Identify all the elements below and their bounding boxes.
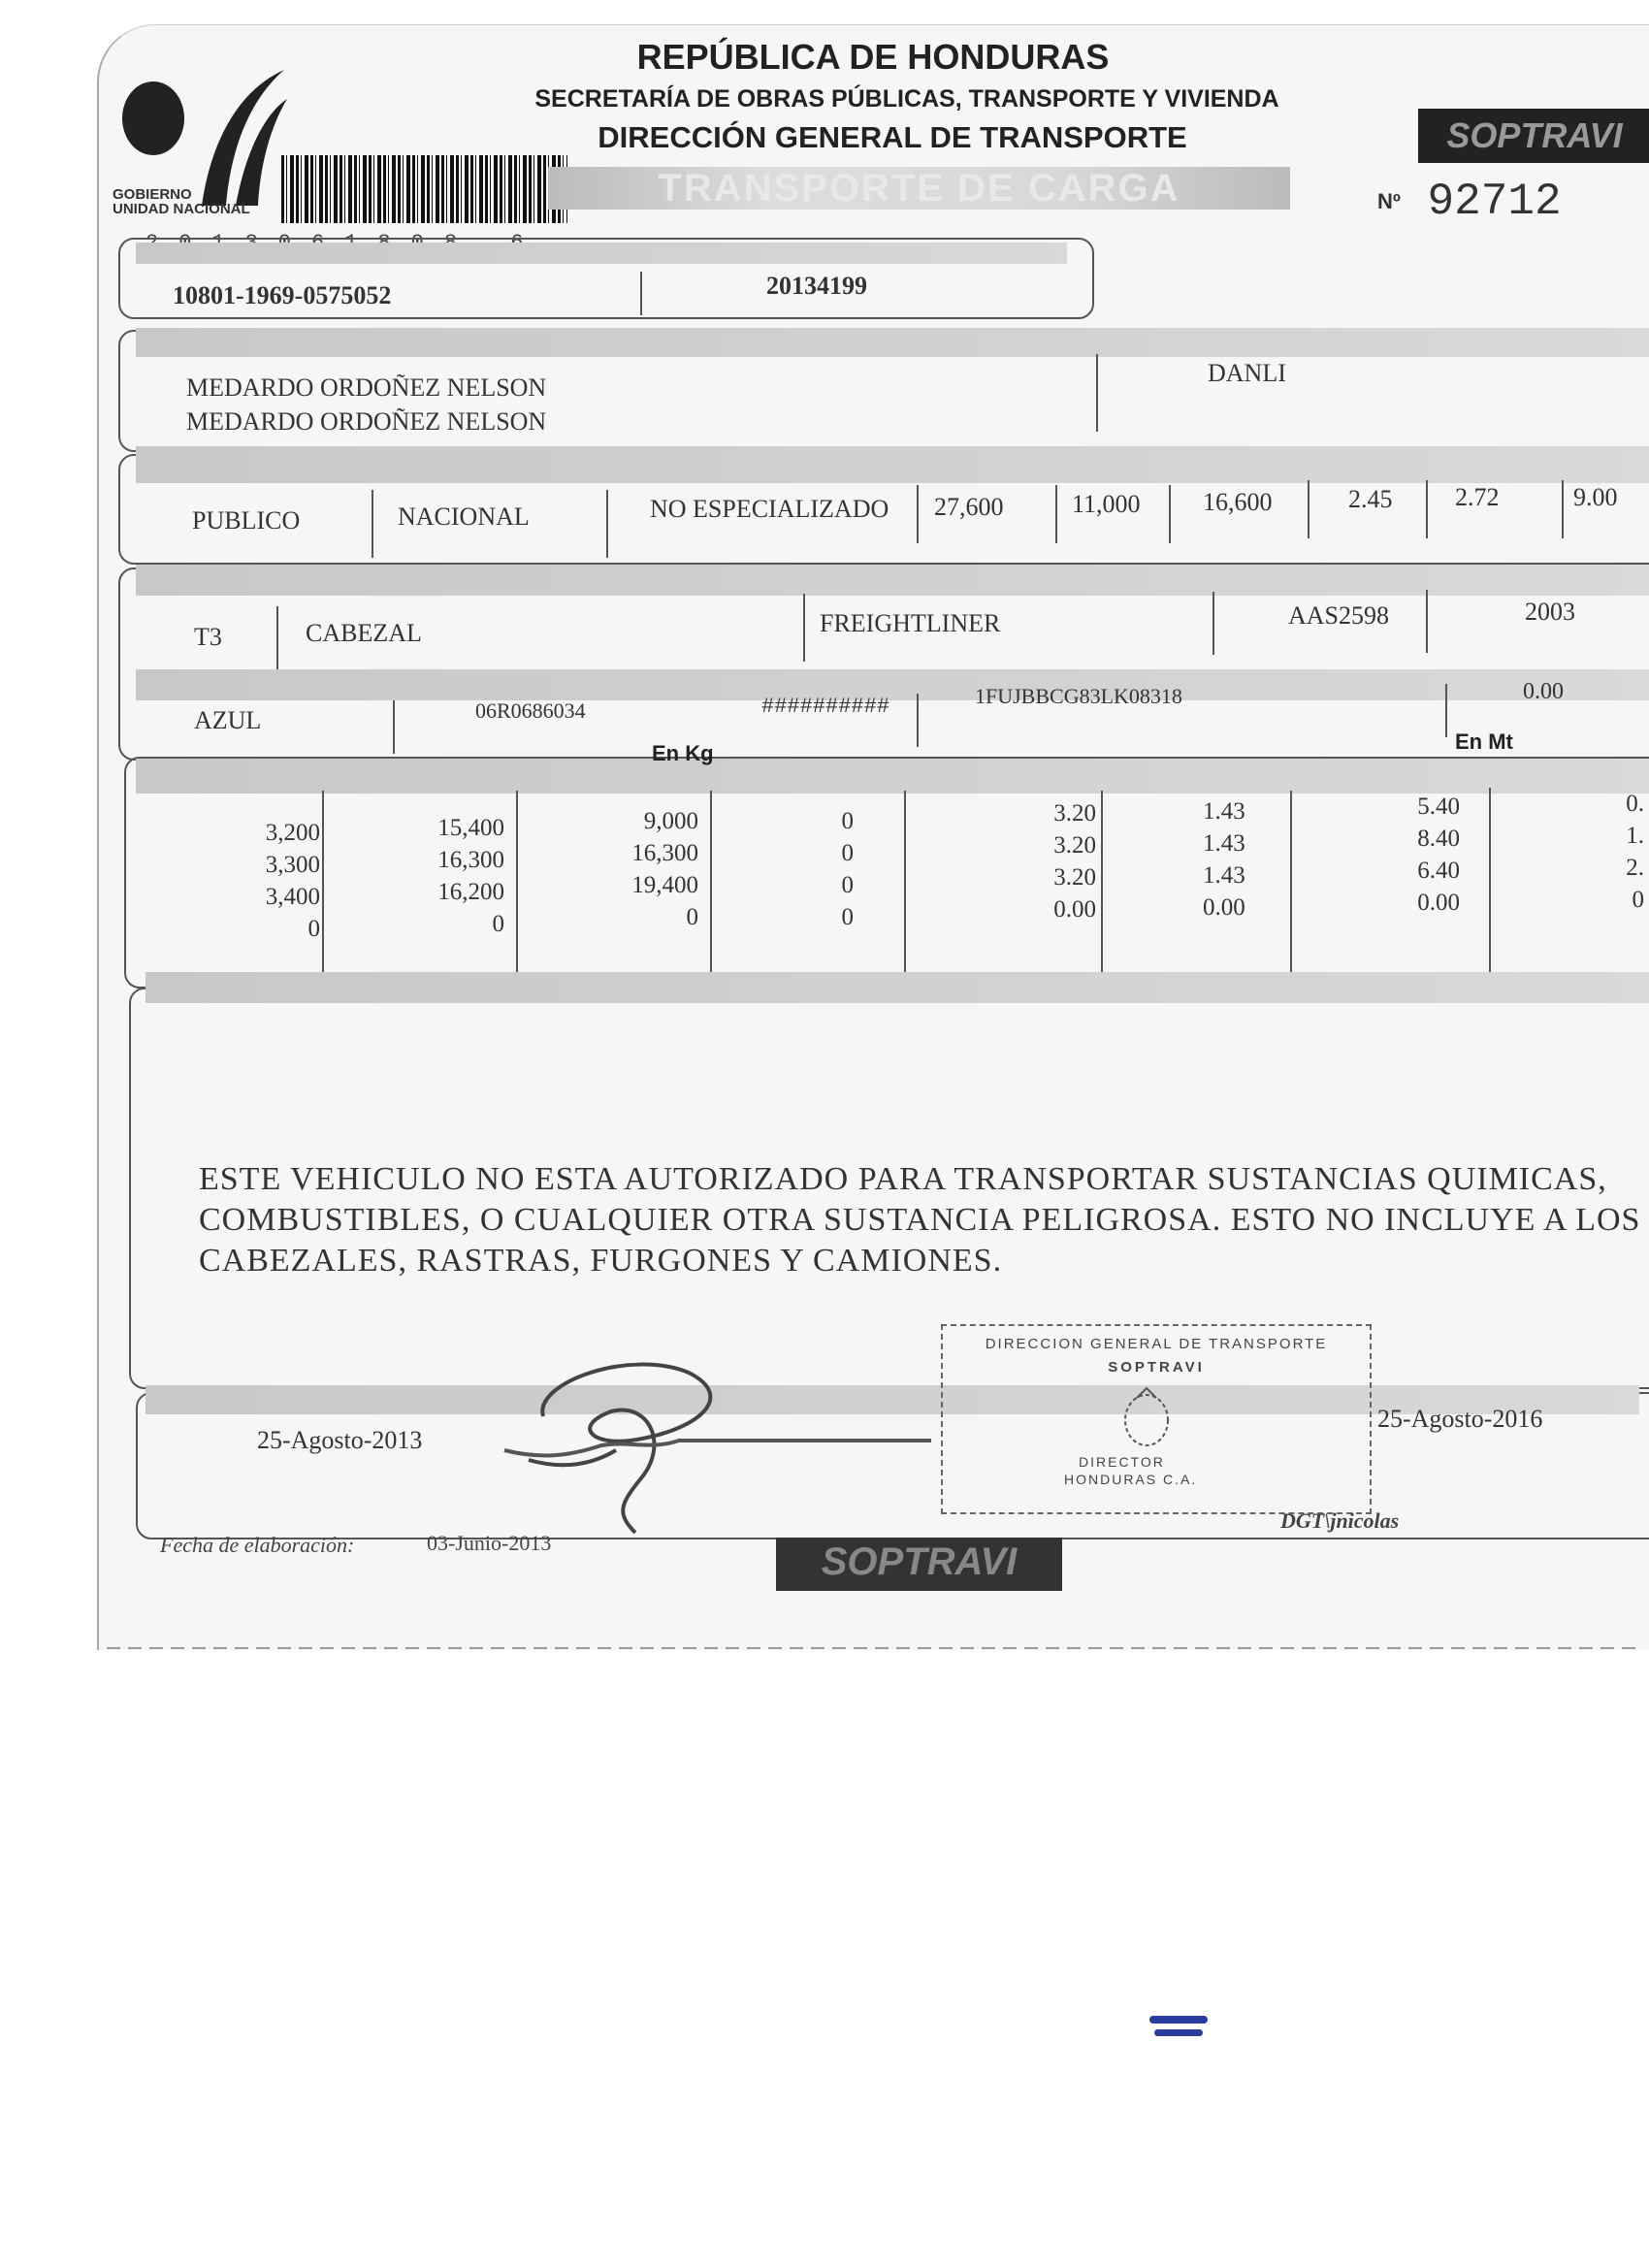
label-bar xyxy=(136,565,1649,596)
restriction-notice: ESTE VEHICULO NO ESTA AUTORIZADO PARA TRANSPORTAR SUSTANCIAS QUIMICAS, COMBUSTIBLES, O CUALQUIER OTRA SUSTANCIA PELIGROSA. ESTO NO INCLUYE A LOS CABEZALES, RASTRAS, FURGONES Y CAMIONES. xyxy=(199,1161,1641,1279)
divider xyxy=(1212,592,1214,655)
divider xyxy=(1426,590,1428,653)
vehicle-class-value: T3 xyxy=(194,623,222,651)
stamp-subtitle: SOPTRAVI xyxy=(1108,1359,1205,1376)
axle-cell: 3,400 xyxy=(265,884,320,910)
axle-cell: 6.40 xyxy=(1417,858,1460,884)
divider xyxy=(1169,485,1171,543)
weight-gross-value: 27,600 xyxy=(934,493,1004,521)
axle-col-2 xyxy=(388,812,504,940)
divider xyxy=(1101,791,1103,983)
service-value: PUBLICO xyxy=(192,506,301,535)
header-country: REPÚBLICA DE HONDURAS xyxy=(636,37,1110,77)
user-signature-code: DGT\jnicolas xyxy=(1280,1508,1400,1533)
axle-cell: 16,300 xyxy=(631,840,698,866)
axle-cell: 16,300 xyxy=(437,847,504,873)
axle-col-7 xyxy=(1377,791,1460,919)
label-bar xyxy=(136,328,1649,357)
engine-number-value: 06R0686034 xyxy=(475,698,586,723)
axle-col-4 xyxy=(776,805,854,933)
axle-cell: 3,200 xyxy=(265,820,320,846)
axle-cell: 0.00 xyxy=(1203,894,1245,921)
header-directorate: DIRECCIÓN GENERAL DE TRANSPORTE xyxy=(598,120,1187,154)
divider xyxy=(393,700,395,754)
axle-cell: 2. xyxy=(1626,855,1644,881)
elaboration-date: 03-Junio-2013 xyxy=(427,1531,552,1555)
document-type-band: TRANSPORTE DE CARGA xyxy=(548,167,1290,210)
axle-cell: 0 xyxy=(1632,887,1644,913)
axle-cell: 0 xyxy=(492,911,504,937)
unit-mt-label: En Mt xyxy=(1455,729,1513,754)
axle-cell: 0 xyxy=(841,904,854,930)
axle-cell: 1. xyxy=(1626,823,1644,849)
divider xyxy=(516,791,518,983)
row-vehicle xyxy=(118,567,1649,761)
axle-col-8 xyxy=(1605,788,1644,916)
label-bar xyxy=(136,446,1649,483)
ink-mark xyxy=(1154,2029,1203,2036)
axle-col-6 xyxy=(1203,795,1271,923)
soptravi-logo: SOPTRAVI xyxy=(1418,109,1649,163)
scope-value: NACIONAL xyxy=(398,502,530,531)
axle-cell: 1.43 xyxy=(1203,862,1245,889)
dimension-height-value: 2.72 xyxy=(1455,483,1500,511)
value-field: 0.00 xyxy=(1523,679,1564,704)
axle-cell: 15,400 xyxy=(437,815,504,841)
header-ministry: SECRETARÍA DE OBRAS PÚBLICAS, TRANSPORTE Y VIVIENDA xyxy=(534,85,1279,113)
axle-cell: 0 xyxy=(841,872,854,898)
divider xyxy=(917,485,919,543)
serial-number-value: 1FUJBBCG83LK08318 xyxy=(975,684,1182,708)
divider xyxy=(322,791,324,983)
vehicle-make-value: FREIGHTLINER xyxy=(820,609,1001,637)
axle-cell: 0 xyxy=(686,904,698,930)
axle-cell: 5.40 xyxy=(1417,794,1460,820)
expiry-date-value: 25-Agosto-2016 xyxy=(1377,1405,1543,1433)
axle-cell: 0 xyxy=(307,916,320,942)
axle-cell: 3.20 xyxy=(1053,864,1096,891)
axle-cell: 0.00 xyxy=(1053,896,1096,923)
divider xyxy=(1426,480,1428,538)
number-prefix: Nº xyxy=(1377,188,1401,213)
axle-cell: 3,300 xyxy=(265,852,320,878)
stamp-title: DIRECCION GENERAL DE TRANSPORTE xyxy=(985,1336,1328,1352)
label-bar xyxy=(136,759,1649,794)
document-number xyxy=(1377,177,1562,227)
divider xyxy=(803,594,805,662)
axle-col-3 xyxy=(582,805,698,933)
divider xyxy=(606,490,608,558)
elaboration-label: Fecha de elaboración: xyxy=(160,1533,355,1557)
axle-col-5 xyxy=(1009,797,1096,925)
divider xyxy=(904,791,906,983)
barcode xyxy=(281,155,567,223)
axle-cell: 0 xyxy=(841,840,854,866)
divider xyxy=(640,272,642,315)
axle-cell: 8.40 xyxy=(1417,826,1460,852)
axle-cell: 3.20 xyxy=(1053,832,1096,859)
weight-tare-value: 11,000 xyxy=(1072,490,1141,518)
axle-cell: 1.43 xyxy=(1203,798,1245,825)
divider xyxy=(1562,480,1564,538)
number-value: 92712 xyxy=(1427,177,1562,227)
cargo-type-value: NO ESPECIALIZADO xyxy=(650,495,889,523)
official-stamp xyxy=(941,1324,1372,1514)
divider xyxy=(372,490,373,558)
axle-cell: 16,200 xyxy=(437,879,504,905)
divider xyxy=(1308,480,1310,538)
vehicle-type-value: CABEZAL xyxy=(306,619,422,647)
dimension-length-value: 9.00 xyxy=(1573,483,1618,511)
axle-col-1 xyxy=(233,817,320,945)
axle-cell: 3.20 xyxy=(1053,800,1096,826)
signature xyxy=(485,1344,951,1538)
axle-cell: 0. xyxy=(1626,791,1644,817)
divider xyxy=(1096,354,1098,432)
axle-cell: 19,400 xyxy=(631,872,698,898)
label-bar xyxy=(136,243,1067,264)
expediente-value: 10801-1969-0575052 xyxy=(173,281,392,309)
divider xyxy=(1445,684,1447,737)
owner-name-2: MEDARDO ORDOÑEZ NELSON xyxy=(186,407,547,436)
soptravi-footer-logo: SOPTRAVI xyxy=(776,1538,1062,1591)
axle-cell: 0 xyxy=(841,808,854,834)
ink-mark xyxy=(1149,2016,1208,2024)
divider xyxy=(1055,485,1057,543)
page-edge xyxy=(107,1647,1639,1649)
vehicle-year-value: 2003 xyxy=(1525,598,1575,626)
issue-date-value: 25-Agosto-2013 xyxy=(257,1426,423,1454)
vehicle-color-value: AZUL xyxy=(194,706,262,734)
chassis-masked-value: ########## xyxy=(761,695,890,719)
divider xyxy=(1290,791,1292,983)
vehicle-plate-value: AAS2598 xyxy=(1288,601,1390,630)
owner-name-1: MEDARDO ORDOÑEZ NELSON xyxy=(186,373,547,402)
label-bar xyxy=(136,669,1649,700)
axle-cell: 9,000 xyxy=(643,808,698,834)
certificado-value: 20134199 xyxy=(766,272,867,300)
divider xyxy=(917,694,919,747)
divider xyxy=(1489,788,1491,980)
divider xyxy=(276,606,278,674)
weight-capacity-value: 16,600 xyxy=(1203,488,1273,516)
unit-kg-label: En Kg xyxy=(652,741,714,765)
stamp-role: DIRECTOR xyxy=(1079,1454,1165,1470)
dimension-width-value: 2.45 xyxy=(1348,485,1393,513)
government-label: GOBIERNO UNIDAD NACIONAL xyxy=(113,186,250,217)
location-value: DANLI xyxy=(1208,359,1286,387)
stamp-place: HONDURAS C.A. xyxy=(1064,1472,1198,1487)
divider xyxy=(710,791,712,983)
emblem-icon xyxy=(1117,1386,1176,1449)
axle-cell: 0.00 xyxy=(1417,890,1460,916)
label-bar xyxy=(146,972,1649,1003)
axle-cell: 1.43 xyxy=(1203,830,1245,857)
